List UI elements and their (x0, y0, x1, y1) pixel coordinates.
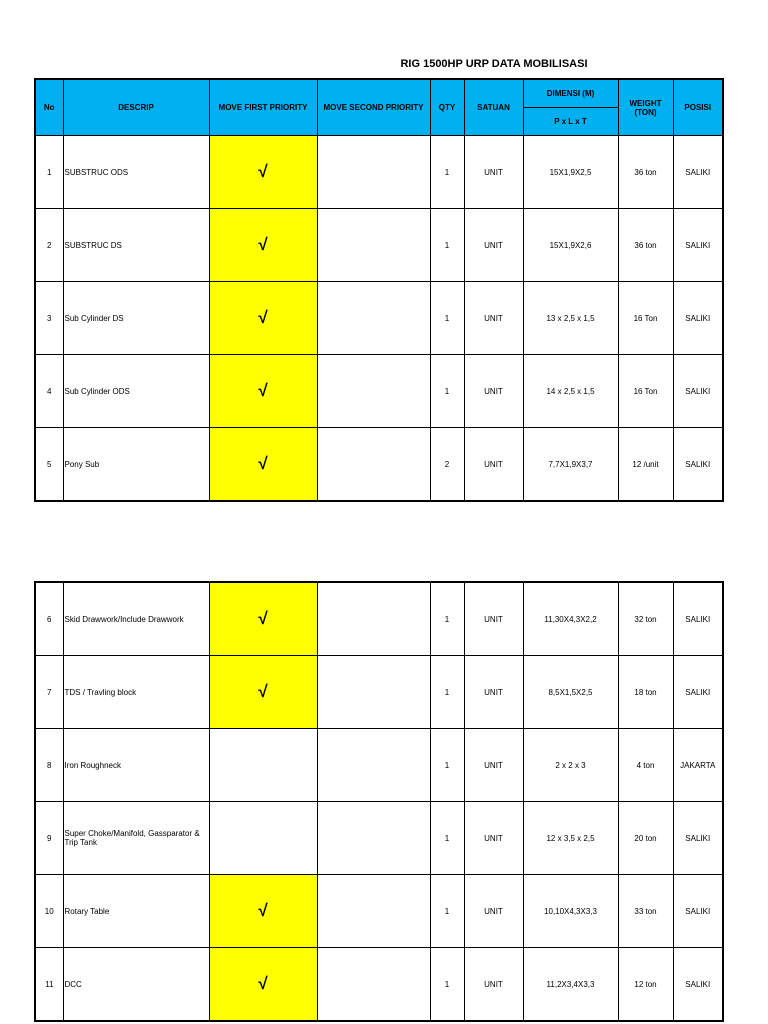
cell-no: 6 (35, 582, 63, 656)
cell-posisi: SALIKI (673, 355, 723, 428)
mobilization-table-bottom (34, 581, 724, 1022)
header-no: No (35, 79, 63, 136)
header-dimensi: DIMENSI (M) (523, 79, 618, 108)
cell-descrip: Sub Cylinder ODS (63, 355, 209, 428)
cell-dimensi: 15X1,9X2,6 (523, 209, 618, 282)
cell-qty: 2 (430, 428, 464, 502)
cell-posisi: SALIKI (673, 209, 723, 282)
cell-posisi: SALIKI (673, 656, 723, 729)
cell-move-second-priority (317, 355, 430, 428)
header-move-second-priority: MOVE SECOND PRIORITY (317, 79, 430, 136)
check-mark-first-priority: √ (209, 428, 317, 502)
cell-no: 10 (35, 875, 63, 948)
header-move-first-priority: MOVE FIRST PRIORITY (209, 79, 317, 136)
cell-qty: 1 (430, 948, 464, 1022)
cell-move-second-priority (317, 209, 430, 282)
cell-move-first-priority (209, 729, 317, 802)
header-posisi: POSISI (673, 79, 723, 136)
cell-dimensi: 15X1,9X2,5 (523, 136, 618, 209)
check-mark-first-priority: √ (209, 656, 317, 729)
check-mark-first-priority: √ (209, 282, 317, 355)
cell-descrip: DCC (63, 948, 209, 1022)
header-satuan: SATUAN (464, 79, 523, 136)
cell-qty: 1 (430, 875, 464, 948)
cell-weight: 33 ton (618, 875, 673, 948)
cell-move-second-priority (317, 582, 430, 656)
check-mark-first-priority: √ (209, 136, 317, 209)
cell-dimensi: 8,5X1,5X2,5 (523, 656, 618, 729)
cell-dimensi: 12 x 3,5 x 2,5 (523, 802, 618, 875)
cell-dimensi: 14 x 2,5 x 1,5 (523, 355, 618, 428)
cell-dimensi: 10,10X4,3X3,3 (523, 875, 618, 948)
cell-weight: 16 Ton (618, 282, 673, 355)
cell-no: 4 (35, 355, 63, 428)
mobilization-table-top (34, 78, 724, 502)
table-row (35, 656, 723, 729)
cell-qty: 1 (430, 582, 464, 656)
cell-descrip: Pony Sub (63, 428, 209, 502)
cell-dimensi: 11,30X4,3X2,2 (523, 582, 618, 656)
table-row (35, 355, 723, 428)
table-row (35, 802, 723, 875)
header-qty: QTY (430, 79, 464, 136)
cell-weight: 36 ton (618, 136, 673, 209)
cell-qty: 1 (430, 656, 464, 729)
table-row (35, 948, 723, 1022)
table-row (35, 136, 723, 209)
cell-no: 3 (35, 282, 63, 355)
cell-qty: 1 (430, 282, 464, 355)
check-mark-first-priority: √ (209, 582, 317, 656)
header-descrip: DESCRIP (63, 79, 209, 136)
cell-descrip: Skid Drawwork/Include Drawwork (63, 582, 209, 656)
cell-weight: 32 ton (618, 582, 673, 656)
table-row (35, 729, 723, 802)
cell-posisi: SALIKI (673, 802, 723, 875)
cell-move-second-priority (317, 948, 430, 1022)
table-row (35, 209, 723, 282)
cell-dimensi: 7,7X1,9X3,7 (523, 428, 618, 502)
cell-move-second-priority (317, 282, 430, 355)
cell-weight: 36 ton (618, 209, 673, 282)
table-row (35, 282, 723, 355)
cell-descrip: SUBSTRUC DS (63, 209, 209, 282)
cell-descrip: TDS / Travling block (63, 656, 209, 729)
cell-satuan: UNIT (464, 729, 523, 802)
cell-qty: 1 (430, 209, 464, 282)
header-dimensi-sub: P x L x T (523, 108, 618, 136)
header-weight: WEIGHT (TON) (618, 79, 673, 136)
cell-weight: 12 /unit (618, 428, 673, 502)
cell-posisi: SALIKI (673, 282, 723, 355)
cell-move-second-priority (317, 136, 430, 209)
cell-weight: 4 ton (618, 729, 673, 802)
cell-move-second-priority (317, 656, 430, 729)
cell-posisi: SALIKI (673, 428, 723, 502)
table-body-top (35, 136, 723, 502)
cell-no: 2 (35, 209, 63, 282)
cell-no: 9 (35, 802, 63, 875)
cell-move-first-priority (209, 802, 317, 875)
cell-satuan: UNIT (464, 209, 523, 282)
cell-no: 11 (35, 948, 63, 1022)
table-row (35, 428, 723, 502)
cell-descrip: SUBSTRUC ODS (63, 136, 209, 209)
cell-satuan: UNIT (464, 428, 523, 502)
table-body-bottom (35, 582, 723, 1021)
cell-dimensi: 11,2X3,4X3,3 (523, 948, 618, 1022)
cell-satuan: UNIT (464, 656, 523, 729)
cell-qty: 1 (430, 355, 464, 428)
cell-satuan: UNIT (464, 355, 523, 428)
cell-satuan: UNIT (464, 802, 523, 875)
cell-qty: 1 (430, 729, 464, 802)
check-mark-first-priority: √ (209, 209, 317, 282)
table-row (35, 582, 723, 656)
cell-posisi: SALIKI (673, 875, 723, 948)
cell-posisi: SALIKI (673, 136, 723, 209)
cell-descrip: Rotary Table (63, 875, 209, 948)
cell-move-second-priority (317, 875, 430, 948)
cell-posisi: SALIKI (673, 582, 723, 656)
cell-dimensi: 13 x 2,5 x 1,5 (523, 282, 618, 355)
cell-no: 5 (35, 428, 63, 502)
cell-descrip: Iron Roughneck (63, 729, 209, 802)
cell-move-second-priority (317, 802, 430, 875)
cell-weight: 12 ton (618, 948, 673, 1022)
cell-posisi: SALIKI (673, 948, 723, 1022)
cell-move-second-priority (317, 729, 430, 802)
check-mark-first-priority: √ (209, 948, 317, 1022)
check-mark-first-priority: √ (209, 875, 317, 948)
cell-posisi: JAKARTA (673, 729, 723, 802)
cell-satuan: UNIT (464, 875, 523, 948)
cell-descrip: Super Choke/Manifold, Gassparator & Trip Tank (63, 802, 209, 875)
cell-satuan: UNIT (464, 948, 523, 1022)
cell-satuan: UNIT (464, 582, 523, 656)
cell-no: 8 (35, 729, 63, 802)
table-row (35, 875, 723, 948)
check-mark-first-priority: √ (209, 355, 317, 428)
cell-dimensi: 2 x 2 x 3 (523, 729, 618, 802)
cell-satuan: UNIT (464, 136, 523, 209)
cell-weight: 16 Ton (618, 355, 673, 428)
cell-qty: 1 (430, 802, 464, 875)
document-title: RIG 1500HP URP DATA MOBILISASI (400, 58, 588, 70)
cell-descrip: Sub Cylinder DS (63, 282, 209, 355)
cell-no: 1 (35, 136, 63, 209)
cell-qty: 1 (430, 136, 464, 209)
cell-satuan: UNIT (464, 282, 523, 355)
cell-weight: 20 ton (618, 802, 673, 875)
cell-weight: 18 ton (618, 656, 673, 729)
cell-move-second-priority (317, 428, 430, 502)
cell-no: 7 (35, 656, 63, 729)
